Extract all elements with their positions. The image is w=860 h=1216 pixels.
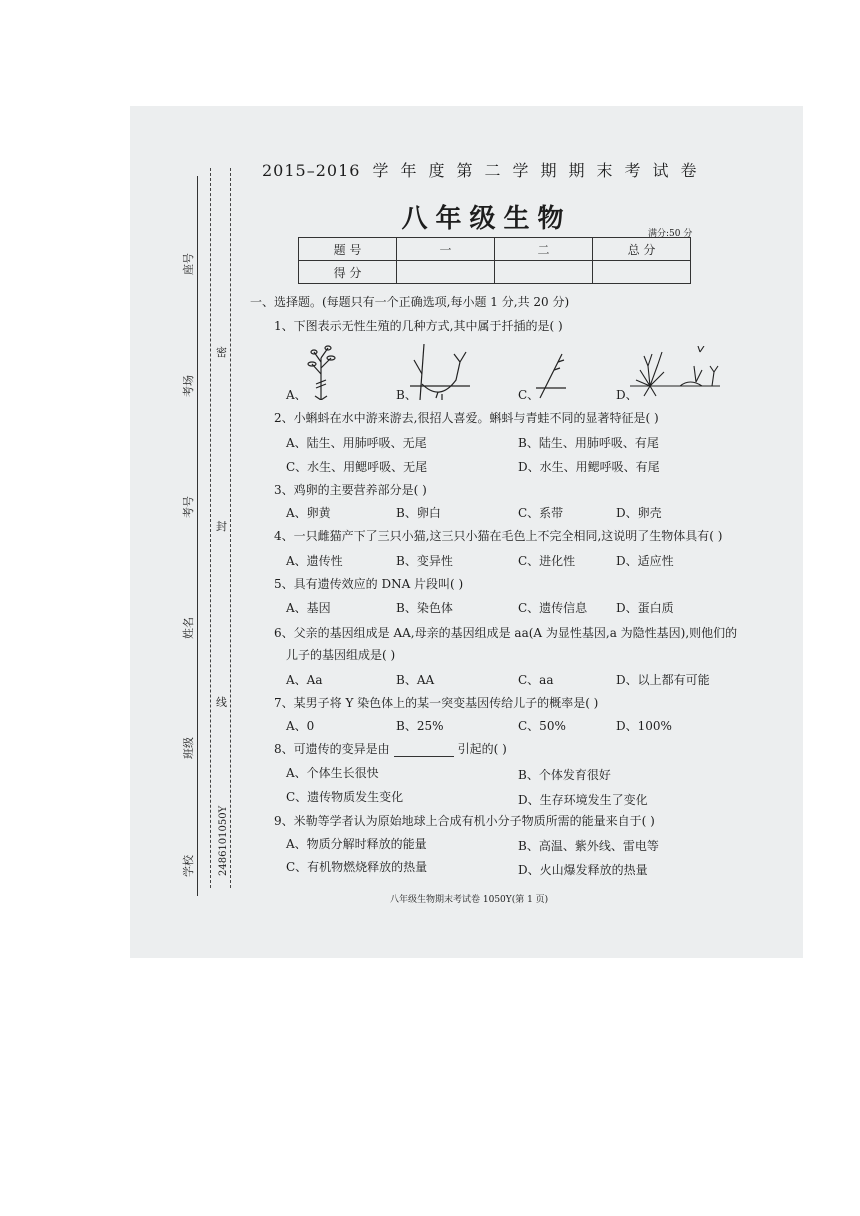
option-d: D、100%	[616, 719, 672, 733]
score-cell: 二	[495, 238, 593, 261]
option-a: A、Aa	[286, 673, 323, 687]
option-a: A、陆生、用肺呼吸、无尾	[286, 436, 427, 450]
option-d: D、以上都有可能	[616, 673, 710, 687]
score-input-cell[interactable]	[397, 261, 495, 284]
fill-blank[interactable]	[394, 746, 454, 757]
score-input-cell[interactable]	[495, 261, 593, 284]
question-text: 6、父亲的基因组成是 AA,母亲的基因组成是 aa(A 为显性基因,a 为隐性基因),则他们的	[274, 626, 738, 640]
option-c: C、遗传信息	[518, 601, 588, 615]
grafting-plant-illustration	[304, 344, 338, 400]
question-text: 2、小蝌蚪在水中游来游去,很招人喜爱。蝌蚪与青蛙不同的显著特征是( )	[274, 411, 659, 425]
question-text: 3、鸡卵的主要营养部分是( )	[274, 483, 427, 497]
room-label: 考场	[182, 375, 195, 397]
school-label: 学校	[182, 855, 195, 877]
year-title-rest: 学年度第二学期期末考试卷	[372, 161, 709, 180]
option-b: B、个体发育很好	[518, 768, 611, 782]
option-a: A、个体生长很快	[286, 766, 379, 780]
option-c: C、进化性	[518, 554, 576, 568]
option-a: A、基因	[286, 601, 331, 615]
seal-mi: 密	[216, 346, 227, 359]
section-heading: 一、选择题。(每题只有一个正确选项,每小题 1 分,共 20 分)	[250, 295, 570, 309]
score-table-header-row	[299, 238, 691, 261]
year-range: 2015–2016	[262, 161, 361, 180]
score-cell: 总 分	[593, 238, 691, 261]
option-d: D、火山爆发释放的热量	[518, 863, 648, 877]
seal-dashed-line-right	[230, 168, 231, 888]
question-text: 7、某男子将 Y 染色体上的某一突变基因传给儿子的概率是( )	[274, 696, 599, 710]
option-d: D、水生、用鳃呼吸、有尾	[518, 460, 660, 474]
option-d: D、卵壳	[616, 506, 662, 520]
option-d: D、适应性	[616, 554, 674, 568]
option-c: C、aa	[518, 673, 554, 687]
question-text	[274, 740, 507, 757]
option-a: A、物质分解时释放的能量	[286, 837, 427, 851]
question-text: 5、具有遗传效应的 DNA 片段叫( )	[274, 577, 464, 591]
option-c: C、	[518, 388, 540, 402]
question-text: 9、米勒等学者认为原始地球上合成有机小分子物质所需的能量来自于( )	[274, 814, 655, 828]
option-b: B、	[396, 388, 417, 402]
option-a: A、0	[286, 719, 315, 733]
exam-year-title	[262, 158, 708, 181]
score-cell: 得 分	[299, 261, 397, 284]
score-input-cell[interactable]	[593, 261, 691, 284]
exam-paper	[130, 106, 803, 958]
option-d: D、蛋白质	[616, 601, 674, 615]
option-b: B、25%	[396, 719, 444, 733]
score-table-score-row	[299, 261, 691, 284]
option-d: D、生存环境发生了变化	[518, 793, 648, 807]
name-label: 姓名	[182, 617, 195, 639]
option-c: C、有机物燃烧释放的热量	[286, 860, 428, 874]
cutting-plant-illustration	[536, 352, 566, 400]
score-cell: 一	[397, 238, 495, 261]
question-text-start: 8、可遗传的变异是由	[274, 742, 390, 756]
subject-title: 八年级生物	[401, 204, 572, 234]
serial-number: 2486101050Y	[218, 805, 229, 876]
exam-no-label: 考号	[182, 496, 195, 518]
option-b: B、AA	[396, 673, 435, 687]
option-c: C、遗传物质发生变化	[286, 790, 404, 804]
layering-plant-illustration	[410, 344, 470, 400]
score-table	[298, 237, 691, 284]
option-b: B、变异性	[396, 554, 453, 568]
page-footer: 八年级生物期末考试卷 1050Y(第 1 页)	[390, 895, 549, 905]
score-cell: 题 号	[299, 238, 397, 261]
option-b: B、染色体	[396, 601, 453, 615]
option-d: D、	[616, 388, 638, 402]
option-a: A、遗传性	[286, 554, 343, 568]
runner-plant-illustration	[630, 346, 720, 398]
seal-feng: 封	[216, 520, 227, 533]
question-text: 4、一只雌猫产下了三只小猫,这三只小猫在毛色上不完全相同,这说明了生物体具有( )	[274, 529, 723, 543]
class-label: 班级	[182, 737, 195, 759]
option-b: B、卵白	[396, 506, 441, 520]
seat-label: 座号	[182, 253, 195, 275]
option-c: C、50%	[518, 719, 566, 733]
question-text-end: 引起的( )	[457, 742, 507, 756]
option-b: B、高温、紫外线、雷电等	[518, 839, 659, 853]
sidebar-line	[197, 176, 198, 896]
option-c: C、水生、用鳃呼吸、无尾	[286, 460, 428, 474]
seal-dashed-line-left	[210, 168, 211, 888]
option-b: B、陆生、用肺呼吸、有尾	[518, 436, 659, 450]
option-a: A、卵黄	[286, 506, 331, 520]
seal-xian: 线	[216, 696, 227, 709]
question-text: 1、下图表示无性生殖的几种方式,其中属于扦插的是( )	[274, 319, 563, 333]
option-a: A、	[286, 388, 307, 402]
option-c: C、系带	[518, 506, 564, 520]
full-score: 满分:50 分	[648, 229, 693, 239]
question-text-continued: 儿子的基因组成是( )	[286, 648, 396, 662]
